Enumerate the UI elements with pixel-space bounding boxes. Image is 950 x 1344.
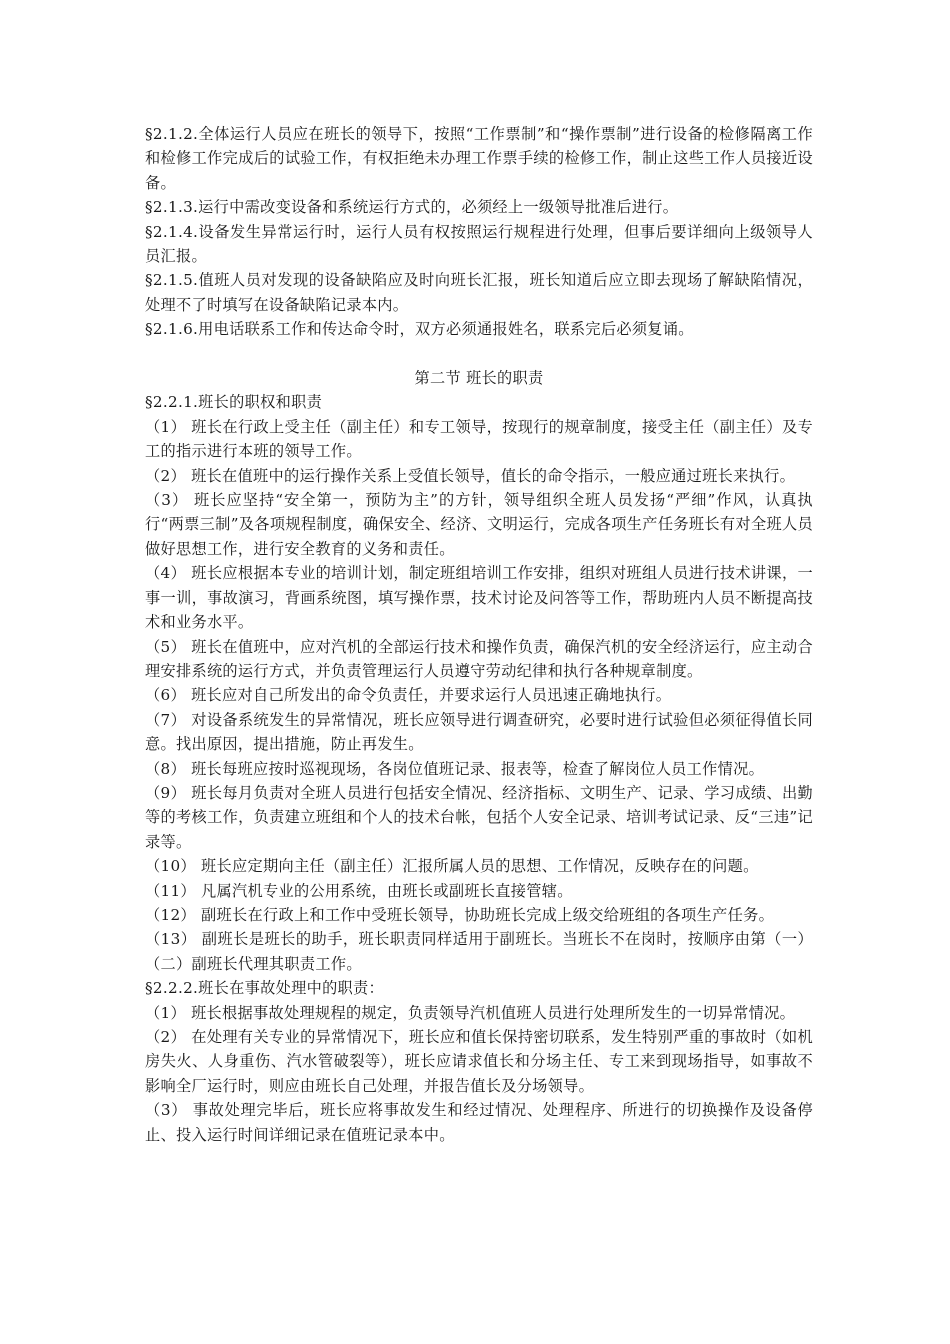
section-heading: 第二节 班长的职责 [414, 369, 544, 388]
duty-item-5: （5） 班长在值班中，应对汽机的全部运行技术和操作负责，确保汽机的安全经济运行，应主动合理安排系统的运行方式，并负责管理运行人员遵守劳动纪律和执行各种规章制度。 [145, 637, 813, 680]
duty-item-13: （13） 副班长是班长的助手，班长职责同样适用于副班长。当班长不在岗时，按顺序由第（一）（二）副班长代理其职责工作。 [145, 930, 813, 973]
accident-item-2: （2） 在处理有关专业的异常情况下，班长应和值长保持密切联系，发生特别严重的事故时（如机房失火、人身重伤、汽水管破裂等），班长应请求值长和分场主任、专工来到现场指导，如事故不影响全厂运行时，则应由班长自己处理，并报告值长及分场领导。 [145, 1028, 813, 1095]
accident-item-1: （1） 班长根据事故处理规程的规定，负责领导汽机值班人员进行处理所发生的一切异常情况。 [145, 1003, 796, 1022]
paragraph-2-1-3: §2.1.3.运行中需改变设备和系统运行方式的，必须经上一级领导批准后进行。 [145, 198, 679, 217]
paragraph-2-1-6: §2.1.6.用电话联系工作和传达命令时，双方必须通报姓名，联系完后必须复诵。 [145, 320, 694, 339]
paragraph-2-1-5: §2.1.5.值班人员对发现的设备缺陷应及时向班长汇报，班长知道后应立即去现场了解缺陷情况，处理不了时填写在设备缺陷记录本内。 [145, 271, 813, 314]
paragraph-2-2-1-title: §2.2.1.班长的职权和职责 [145, 393, 323, 412]
duty-item-7: （7） 对设备系统发生的异常情况，班长应领导进行调查研究，必要时进行试验但必须征得值长同意。找出原因，提出措施，防止再发生。 [145, 710, 813, 754]
paragraph-2-1-2: §2.1.2.全体运行人员应在班长的领导下，按照“工作票制”和“操作票制”进行设备的检修隔离工作和检修工作完成后的试验工作，有权拒绝未办理工作票手续的检修工作，制止这些工作人员接近设备。 [145, 125, 813, 192]
duty-item-11: （11） 凡属汽机专业的公用系统，由班长或副班长直接管辖。 [145, 881, 573, 900]
duty-item-12: （12） 副班长在行政上和工作中受班长领导，协助班长完成上级交给班组的各项生产任务。 [145, 905, 775, 924]
accident-item-3: （3） 事故处理完毕后，班长应将事故发生和经过情况、处理程序、所进行的切换操作及设备停止、投入运行时间详细记录在值班记录本中。 [145, 1101, 813, 1144]
duty-item-1: （1） 班长在行政上受主任（副主任）和专工领导，按现行的规章制度，接受主任（副主任）及专工的指示进行本班的领导工作。 [145, 417, 813, 461]
paragraph-2-2-2-title: §2.2.2.班长在事故处理中的职责： [145, 979, 385, 998]
duty-item-4: （4） 班长应根据本专业的培训计划，制定班组培训工作安排，组织对班组人员进行技术讲课，一事一训，事故演习，背画系统图，填写操作票，技术讨论及问答等工作，帮助班内人员不断提高技术和业务水平。 [145, 564, 813, 632]
document-page [145, 122, 813, 1147]
duty-item-10: （10） 班长应定期向主任（副主任）汇报所属人员的思想、工作情况，反映存在的问题。 [145, 857, 759, 876]
duty-item-3: （3） 班长应坚持“安全第一，预防为主”的方针，领导组织全班人员发扬“严细”作风，认真执行“两票三制”及各项规程制度，确保安全、经济、文明运行，完成各项生产任务班长有对全班人员做好思想工作，进行安全教育的义务和责任。 [145, 491, 813, 558]
paragraph-2-1-4: §2.1.4.设备发生异常运行时，运行人员有权按照运行规程进行处理，但事后要详细向上级领导人员汇报。 [145, 222, 813, 266]
duty-item-2: （2） 班长在值班中的运行操作关系上受值长领导，值长的命令指示，一般应通过班长来执行。 [145, 466, 796, 485]
duty-item-9: （9） 班长每月负责对全班人员进行包括安全情况、经济指标、文明生产、记录、学习成绩、出勤等的考核工作，负责建立班组和个人的技术台帐，包括个人安全记录、培训考试记录、反“三违”记录等。 [145, 783, 813, 851]
duty-item-6: （6） 班长应对自己所发出的命令负责任，并要求运行人员迅速正确地执行。 [145, 686, 672, 705]
duty-item-8: （8） 班长每班应按时巡视现场，各岗位值班记录、报表等，检查了解岗位人员工作情况。 [145, 759, 765, 778]
blank-line [145, 342, 813, 366]
